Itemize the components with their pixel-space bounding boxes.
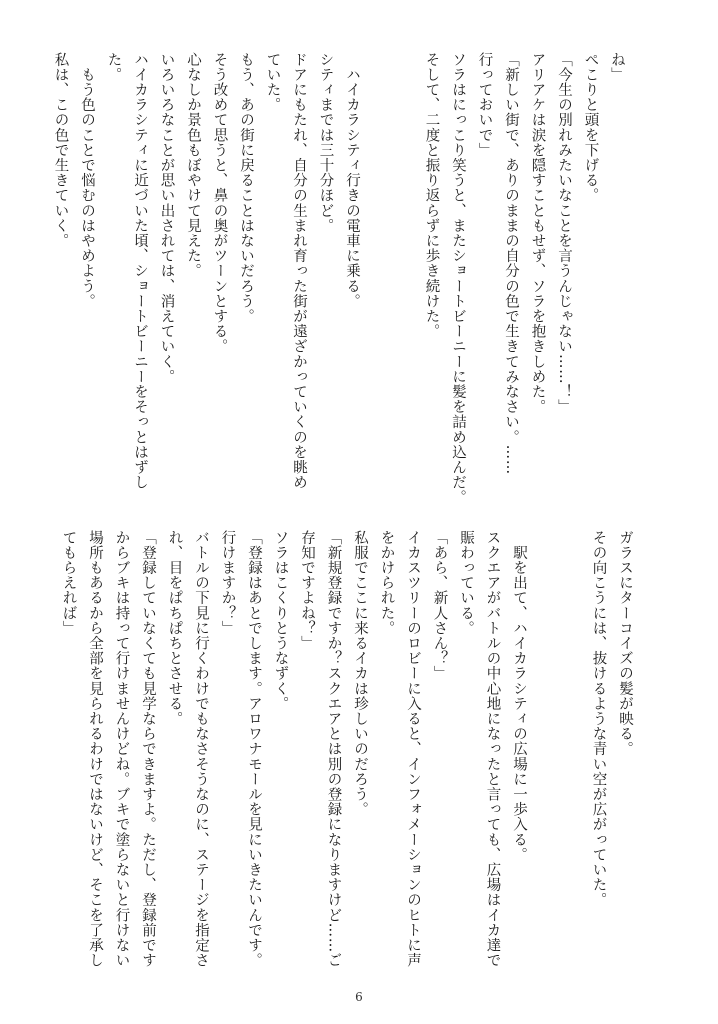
top-text-line: もう色のことで悩むのはやめよう。 xyxy=(79,52,95,309)
bottom-text-line: 賑わっている。 xyxy=(458,530,474,636)
bottom-text-line xyxy=(559,530,586,970)
top-text-line: 心なしか景色もぼやけて見えた。 xyxy=(185,52,201,279)
top-text-line: そして、二度と振り返らずに歩き続けた。 xyxy=(423,52,440,339)
top-text-line: ハイカラシティに近づいた頃、ショートビーニーをそっとはずし xyxy=(132,52,148,490)
bottom-text-line: からブキは持って行けませんけどね。ブキで塗らないと行けない xyxy=(113,530,130,968)
top-text-line: ね」 xyxy=(609,52,625,83)
bottom-text-line: 行けますか？」 xyxy=(219,530,236,636)
top-text-line xyxy=(392,52,419,492)
bottom-text-line: イカスツリーのロビーに入ると、インフォメーションのヒトに声 xyxy=(405,530,421,968)
top-text-line: ぺこりと頭を下げる。 xyxy=(582,52,599,203)
top-text-line: た。 xyxy=(105,52,122,83)
bottom-text-line: 場所もあるから全部を見られるわけではないけど、そこを了承し xyxy=(87,530,103,968)
top-text-line: 私は、この色で生きていく。 xyxy=(52,52,69,249)
bottom-text-line: スクエアがバトルの中心地になったと言っても、広場はイカ達で xyxy=(484,530,501,968)
bottom-text-line: バトルの下見に行くわけでもなさそうなのに、ステージを指定さ xyxy=(193,530,209,968)
bottom-text-line: その向こうには、抜けるような青い空が広がっていた。 xyxy=(590,530,607,908)
bottom-text-line: 「新規登録ですか？スクエアとは別の登録になりますけど……ご xyxy=(325,530,342,968)
bottom-text-line: 「登録していなくても見学ならできますよ。ただし、登録前です xyxy=(140,530,156,968)
bottom-text-line: 存知ですよね？」 xyxy=(299,530,315,651)
bottom-text-line: 私服でここに来るイカは珍しいのだろう。 xyxy=(352,530,368,817)
top-text-line xyxy=(365,52,392,492)
top-text-line: アリアケは涙を隠すこともせず、ソラを抱きしめた。 xyxy=(529,52,546,415)
bottom-text-line: ソラはこくりとうなずく。 xyxy=(272,530,289,712)
top-text-line: いろいろなことが思い出されては、消えていく。 xyxy=(158,52,175,385)
bottom-text-line: 「あら、新人さん？」 xyxy=(431,530,448,681)
bottom-text-line: てもらえれば」 xyxy=(60,530,77,636)
top-text-line: 行っておいで」 xyxy=(476,52,493,158)
page-number: 6 xyxy=(355,990,363,1004)
top-text-line: シティまでは三十分ほど。 xyxy=(317,52,334,234)
bottom-text-line xyxy=(532,530,559,970)
top-text-line: ていた。 xyxy=(264,52,281,113)
top-text-line: もう、あの街に戻ることはないだろう。 xyxy=(238,52,254,324)
bottom-text-line: 「登録はあとでします。アロワナモールを見にいきたいんです。 xyxy=(246,530,262,968)
top-text-line: 「今生の別れみたいなことを言うんじゃない……！」 xyxy=(556,52,572,415)
text-block-bottom xyxy=(55,530,638,970)
top-text-line: そう改めて思うと、鼻の奥がツーンとする。 xyxy=(211,52,228,354)
bottom-text-line: ガラスにターコイズの髪が映る。 xyxy=(617,530,633,757)
top-text-line: 「新しい街で、ありのままの自分の色で生きてみなさい。…… xyxy=(503,52,519,475)
bottom-text-line: をかけられた。 xyxy=(378,530,395,636)
text-block-top xyxy=(47,52,630,505)
bottom-text-line: れ、目をぱちぱちとさせる。 xyxy=(166,530,183,727)
bottom-text-line: 駅を出て、ハイカラシティの広場に一歩入る。 xyxy=(511,530,527,863)
top-text-line: ハイカラシティ行きの電車に乗る。 xyxy=(344,52,360,309)
top-text-line: ソラはにっこり笑うと、またショートビーニーに髪を詰め込んだ。 xyxy=(450,52,466,505)
top-text-line: ドアにもたれ、自分の生まれ育った街が遠ざかっていくのを眺め xyxy=(291,52,307,490)
